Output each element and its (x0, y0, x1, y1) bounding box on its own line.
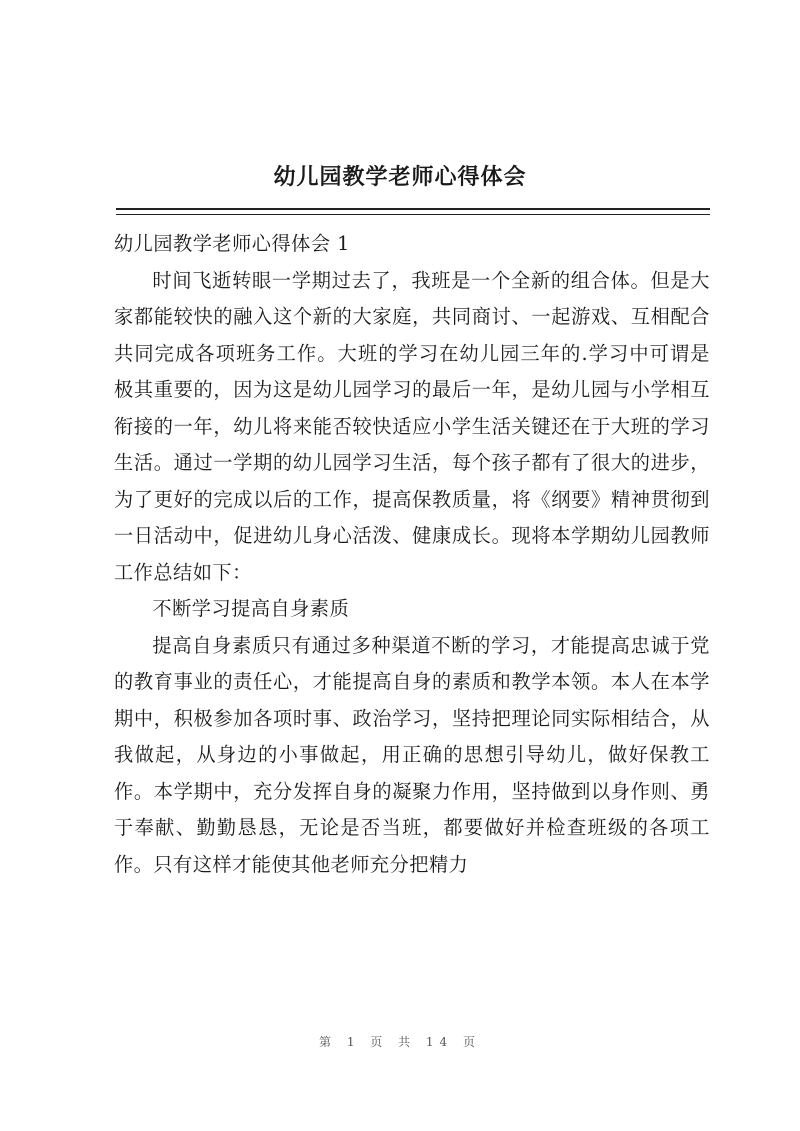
title-divider-thin (116, 214, 710, 215)
section-heading: 幼儿园教学老师心得体会 1 (114, 232, 350, 255)
page-number-footer: 第 1 页 共 14 页 (319, 1035, 481, 1049)
document-title: 幼儿园教学老师心得体会 (273, 165, 527, 190)
subheading: 不断学习提高自身素质 (152, 597, 350, 620)
body-paragraph: 时间飞逝转眼一学期过去了，我班是一个全新的组合体。但是大家都能较快的融入这个新的大家庭，共同商讨、一起游戏、互相配合共同完成各项班务工作。大班的学习在幼儿园三年的.学习中可谓是极其重要的，因为这是幼儿园学习的最后一年，是幼儿园与小学相互衔接的一年，幼儿将来能否较快适应小学生活关键还在于大班的学习生活。通过一学期的幼儿园学习生活，每个孩子都有了很大的进步，为了更好的完成以后的工作，提高保教质量，将《纲要》精神贯彻到一日活动中，促进幼儿身心活泼、健康成长。现将本学期幼儿园教师工作总结如下： (114, 268, 710, 584)
document-body (114, 226, 710, 883)
body-paragraph: 提高自身素质只有通过多种渠道不断的学习，才能提高忠诚于党的教育事业的责任心，才能提高自身的素质和教学本领。本人在本学期中，积极参加各项时事、政治学习，坚持把理论同实际相结合，从我做起，从身边的小事做起，用正确的思想引导幼儿，做好保教工作。本学期中，充分发挥自身的凝聚力作用，坚持做到以身作则、勇于奉献、勤勤恳恳，无论是否当班，都要做好并检查班级的各项工作。只有这样才能使其他老师充分把精力 (114, 633, 710, 876)
title-divider-thick (116, 208, 710, 210)
